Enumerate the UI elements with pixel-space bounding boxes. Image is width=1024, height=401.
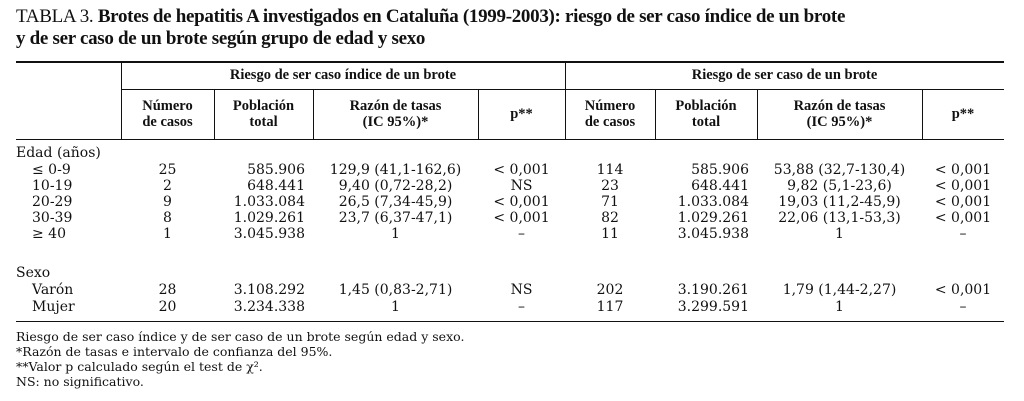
- col-num-line1: Número: [142, 98, 193, 114]
- cell-rt1: 1: [391, 299, 400, 315]
- cell-p1: –: [518, 226, 525, 242]
- cell-rt1: 129,9 (41,1-162,6): [329, 162, 462, 178]
- cell-pob2: 648.441: [691, 178, 749, 194]
- col-pob-line1: Población: [232, 98, 295, 114]
- col-num-casos-1: [121, 98, 214, 130]
- cell-p1: < 0,001: [493, 210, 550, 226]
- cell-rt2: 1: [835, 299, 844, 315]
- cell-pob1: 1.033.084: [233, 194, 305, 210]
- top-rule: [16, 61, 1004, 63]
- cell-rt2: 1: [835, 226, 844, 242]
- cell-pob1: 3.108.292: [233, 282, 305, 298]
- cell-n2: 11: [601, 226, 619, 242]
- cell-n2: 23: [601, 178, 619, 194]
- cell-p1: –: [518, 299, 525, 315]
- cell-rt2: 22,06 (13,1-53,3): [778, 210, 901, 226]
- cell-pob2: 3.299.591: [677, 299, 749, 315]
- note-4: NS: no significativo.: [16, 374, 144, 389]
- cell-n2: 117: [596, 299, 624, 315]
- col-p-2: p**: [951, 106, 975, 122]
- cell-p2: < 0,001: [934, 210, 992, 226]
- cell-rt2: 53,88 (32,7-130,4): [773, 162, 906, 178]
- row-label: ≥ 40: [32, 226, 66, 242]
- cell-pob2: 585.906: [691, 162, 749, 178]
- group-rule: [121, 89, 1004, 90]
- cell-p1: NS: [510, 282, 533, 298]
- col-p-1: p**: [510, 106, 533, 122]
- group-header-left: Riesgo de ser caso índice de un brote: [229, 67, 457, 83]
- cell-pob2: 1.033.084: [677, 194, 749, 210]
- cell-n1: 8: [163, 210, 172, 226]
- section-heading-sexo: Sexo: [16, 265, 51, 281]
- table-title: [16, 6, 1016, 50]
- cell-p2: < 0,001: [934, 162, 992, 178]
- cell-rt1: 23,7 (6,37-47,1): [338, 210, 453, 226]
- cell-rt2: 1,79 (1,44-2,27): [782, 282, 897, 298]
- cell-rt2: 9,82 (5,1-23,6): [787, 178, 892, 194]
- col-raz-line2: (IC 95%)*: [362, 114, 429, 130]
- col-num-line2: de casos: [142, 114, 193, 130]
- cell-p1: < 0,001: [493, 194, 550, 210]
- section-heading-edad: Edad (años): [16, 145, 101, 161]
- col-raz-line1: Razón de tasas: [793, 98, 886, 114]
- cell-rt1: 26,5 (7,34-45,9): [338, 194, 453, 210]
- cell-n1: 28: [158, 282, 177, 298]
- cell-n2: 202: [596, 282, 624, 298]
- row-label: ≤ 0-9: [32, 162, 71, 178]
- cell-pob2: 3.190.261: [677, 282, 749, 298]
- cell-p1: < 0,001: [493, 162, 550, 178]
- cell-p2: < 0,001: [934, 282, 992, 298]
- row-label: Mujer: [32, 299, 75, 315]
- cell-pob1: 648.441: [247, 178, 305, 194]
- row-label: 30-39: [32, 210, 73, 226]
- cell-n2: 71: [601, 194, 619, 210]
- cell-p2: –: [959, 299, 967, 315]
- note-2: *Razón de tasas e intervalo de confianza del 95%.: [16, 344, 333, 359]
- bottom-rule: [16, 321, 1004, 322]
- cell-pob1: 3.234.338: [233, 299, 305, 315]
- col-poblacion-1: [214, 98, 313, 130]
- col-num-line1: Número: [584, 98, 636, 114]
- cell-pob2: 1.029.261: [677, 210, 749, 226]
- row-label: 20-29: [32, 194, 73, 210]
- cell-pob1: 585.906: [247, 162, 305, 178]
- col-raz-line2: (IC 95%)*: [806, 114, 873, 130]
- cell-n1: 1: [163, 226, 172, 242]
- cell-n1: 25: [158, 162, 177, 178]
- title-line-2: y de ser caso de un brote según grupo de edad y sexo: [16, 28, 426, 49]
- cell-pob1: 1.029.261: [233, 210, 305, 226]
- cell-pob2: 3.045.938: [677, 226, 749, 242]
- col-num-line2: de casos: [584, 114, 636, 130]
- header-rule: [16, 139, 1004, 140]
- table-label: TABLA 3.: [16, 6, 94, 27]
- row-label: 10-19: [32, 178, 73, 194]
- cell-n1: 2: [163, 178, 172, 194]
- cell-rt2: 19,03 (11,2-45,9): [778, 194, 901, 210]
- col-razon-2: [757, 98, 922, 130]
- cell-p2: < 0,001: [934, 178, 992, 194]
- cell-p2: –: [959, 226, 967, 242]
- row-label: Varón: [32, 282, 74, 298]
- table-notes: [16, 329, 464, 389]
- col-razon-1: [313, 98, 478, 130]
- cell-rt1: 1: [391, 226, 400, 242]
- cell-n1: 9: [163, 194, 172, 210]
- cell-pob1: 3.045.938: [233, 226, 305, 242]
- cell-p2: < 0,001: [934, 194, 992, 210]
- cell-n1: 20: [158, 299, 177, 315]
- group-header-right: Riesgo de ser caso de un brote: [691, 67, 878, 83]
- cell-n2: 114: [596, 162, 624, 178]
- cell-p1: NS: [510, 178, 533, 194]
- col-num-casos-2: [565, 98, 655, 130]
- col-pob-line2: total: [691, 114, 721, 130]
- col-poblacion-2: [655, 98, 757, 130]
- note-3: **Valor p calculado según el test de χ².: [16, 359, 263, 374]
- col-raz-line1: Razón de tasas: [349, 98, 442, 114]
- note-1: Riesgo de ser caso índice y de ser caso de un brote según edad y sexo.: [16, 329, 465, 344]
- cell-n2: 82: [601, 210, 619, 226]
- cell-rt1: 1,45 (0,83-2,71): [338, 282, 453, 298]
- col-pob-line2: total: [249, 114, 278, 130]
- title-line-1: Brotes de hepatitis A investigados en Cataluña (1999-2003): riesgo de ser caso índice de un brote: [97, 6, 846, 27]
- cell-rt1: 9,40 (0,72-28,2): [338, 178, 453, 194]
- col-pob-line1: Población: [675, 98, 737, 114]
